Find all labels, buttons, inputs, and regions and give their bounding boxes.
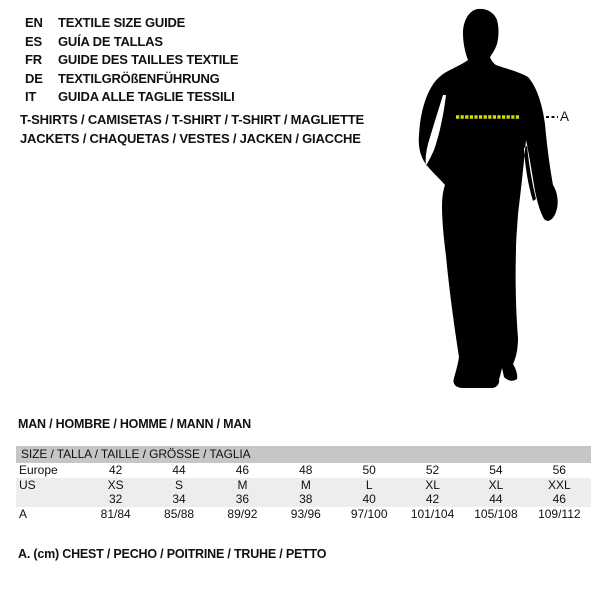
size-cell: 40	[362, 492, 376, 506]
size-cell: 42	[109, 463, 123, 477]
gender-heading: MAN / HOMBRE / HOMME / MANN / MAN	[18, 417, 251, 431]
size-cell: 46	[552, 492, 566, 506]
category-line-tshirts: T-SHIRTS / CAMISETAS / T-SHIRT / T-SHIRT / MAGLIETTE	[20, 112, 364, 127]
size-cell: XXL	[547, 477, 571, 492]
size-cell: 36	[235, 492, 250, 506]
language-code: DE	[25, 70, 43, 86]
language-row-es	[25, 33, 238, 52]
size-cell: 44	[172, 463, 186, 477]
category-line-jackets: JACKETS / CHAQUETAS / VESTES / JACKEN / GIACCHE	[20, 131, 361, 146]
size-cell: 109/112	[538, 506, 581, 521]
size-cell: 97/100	[350, 506, 388, 521]
size-cell: 44	[489, 492, 503, 506]
language-code: FR	[25, 52, 42, 68]
language-label: GUIDA ALLE TAGLIE TESSILI	[58, 89, 235, 105]
size-table	[16, 446, 591, 521]
size-cell: 81/84	[100, 506, 131, 521]
category-block	[20, 110, 364, 148]
language-label: TEXTILE SIZE GUIDE	[58, 15, 186, 30]
size-cell: M	[300, 477, 311, 492]
row-label: Europe	[19, 463, 58, 477]
size-cell: 89/92	[227, 506, 258, 521]
size-cell: 101/104	[410, 506, 455, 521]
size-cell: 105/108	[474, 506, 518, 521]
language-legend	[25, 14, 238, 107]
size-table-header: SIZE / TALLA / TAILLE / GRÖSSE / TAGLIA	[16, 446, 591, 463]
language-label: GUÍA DE TALLAS	[58, 33, 163, 49]
size-cell: 32	[109, 492, 123, 506]
size-cell: 38	[299, 492, 313, 506]
table-row-us	[16, 478, 591, 493]
table-row-europe	[16, 463, 591, 478]
size-cell: XL	[425, 477, 440, 492]
language-row-en	[25, 14, 238, 33]
size-cell: 34	[172, 492, 186, 506]
table-row-numeric	[16, 492, 591, 507]
language-code: ES	[25, 33, 42, 49]
measure-label-a: A	[560, 109, 570, 124]
language-code: IT	[25, 89, 37, 105]
size-cell: 85/88	[164, 506, 195, 521]
size-cell: 93/96	[290, 506, 321, 521]
man-silhouette-figure	[405, 0, 600, 400]
language-label: GUIDE DES TAILLES TEXTILE	[58, 52, 239, 68]
language-label: TEXTILGRÖßENFÜHRUNG	[58, 70, 220, 86]
measurement-footnote: A. (cm) CHEST / PECHO / POITRINE / TRUHE / PETTO	[18, 547, 327, 561]
size-cell: XS	[107, 477, 124, 492]
language-row-de	[25, 70, 238, 89]
size-cell: 52	[425, 463, 440, 477]
table-row-chest	[16, 507, 591, 522]
size-cell: 50	[362, 463, 376, 477]
row-label: US	[19, 477, 36, 492]
man-silhouette	[419, 9, 558, 388]
size-cell: 42	[425, 492, 440, 506]
size-cell: XL	[488, 477, 504, 492]
size-cell: 48	[299, 463, 313, 477]
size-cell: 46	[235, 463, 250, 477]
size-cell: 56	[552, 463, 566, 477]
language-row-it	[25, 88, 238, 107]
size-cell: L	[365, 477, 373, 492]
size-cell: S	[175, 477, 184, 492]
size-cell: 54	[489, 463, 503, 477]
language-code: EN	[25, 15, 43, 30]
language-row-fr	[25, 51, 238, 70]
size-cell: M	[237, 477, 248, 492]
row-label: A	[19, 506, 28, 521]
